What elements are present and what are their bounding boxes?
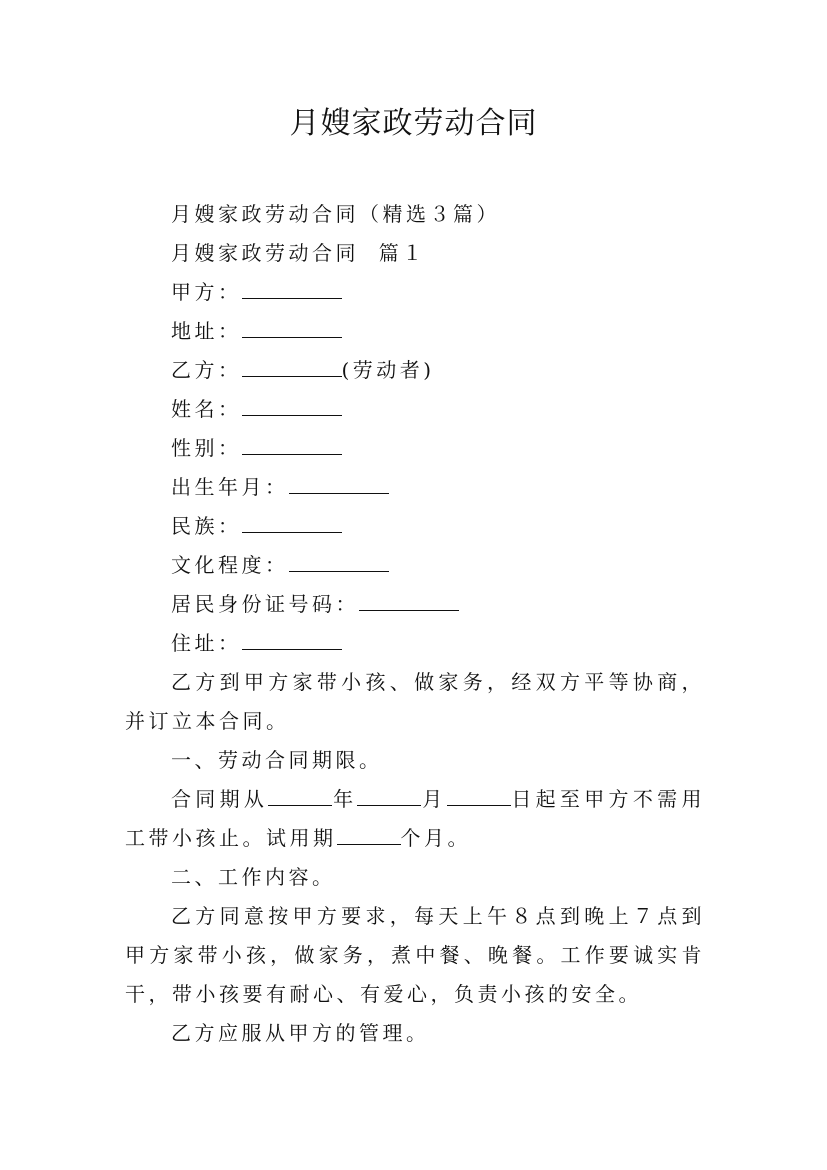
field-gender	[125, 429, 705, 468]
clause1-text: 日起至甲方不需用工带小孩止。试用期	[125, 787, 705, 850]
field-label: 住址：	[171, 631, 242, 655]
field-party-a	[125, 273, 705, 312]
blank-line	[242, 648, 342, 650]
blank-line	[359, 609, 459, 611]
intro-paragraph: 乙方到甲方家带小孩、做家务，经双方平等协商，并订立本合同。	[125, 670, 705, 733]
field-party-b	[125, 351, 705, 390]
blank-line	[242, 375, 342, 377]
blank-line	[242, 453, 342, 455]
field-id-number	[125, 585, 705, 624]
clause1-heading: 一、劳动合同期限。	[171, 748, 383, 772]
clause1-paragraph	[125, 780, 705, 858]
blank-line	[337, 843, 401, 845]
field-label: 民族：	[171, 514, 242, 538]
document-title: 月嫂家政劳动合同	[289, 106, 538, 141]
field-birth	[125, 468, 705, 507]
field-label: 性别：	[171, 436, 242, 460]
blank-line	[357, 804, 421, 806]
blank-line	[447, 804, 511, 806]
field-address	[125, 312, 705, 351]
blank-line	[268, 804, 332, 806]
document-body	[125, 195, 705, 1053]
field-label: 文化程度：	[171, 553, 289, 577]
blank-line	[242, 414, 342, 416]
field-residence	[125, 624, 705, 663]
field-name	[125, 390, 705, 429]
field-label: 地址：	[171, 319, 242, 343]
blank-line	[242, 336, 342, 338]
blank-line	[242, 297, 342, 299]
field-label: 甲方：	[171, 280, 242, 304]
section-heading: 月嫂家政劳动合同 篇１	[171, 241, 426, 265]
clause1-text: 合同期从	[171, 787, 269, 811]
blank-line	[289, 570, 389, 572]
field-suffix: (劳动者)	[341, 358, 435, 382]
field-label: 乙方：	[171, 358, 242, 382]
clause2-heading: 二、工作内容。	[171, 865, 336, 889]
clause1-text: 月	[421, 787, 447, 811]
field-label: 出生年月：	[171, 475, 289, 499]
field-ethnicity	[125, 507, 705, 546]
field-label: 居民身份证号码：	[171, 592, 359, 616]
blank-line	[242, 531, 342, 533]
field-label: 姓名：	[171, 397, 242, 421]
blank-line	[289, 492, 389, 494]
clause2-paragraph-2: 乙方应服从甲方的管理。	[171, 1021, 430, 1045]
subtitle: 月嫂家政劳动合同（精选３篇）	[171, 202, 500, 226]
clause2-paragraph: 乙方同意按甲方要求，每天上午８点到晚上７点到甲方家带小孩，做家务，煮中餐、晚餐。工作要诚实肯干，带小孩要有耐心、有爱心，负责小孩的安全。	[125, 904, 705, 1006]
field-education	[125, 546, 705, 585]
clause1-text: 年	[332, 787, 358, 811]
clause1-text: 个月。	[400, 826, 471, 850]
